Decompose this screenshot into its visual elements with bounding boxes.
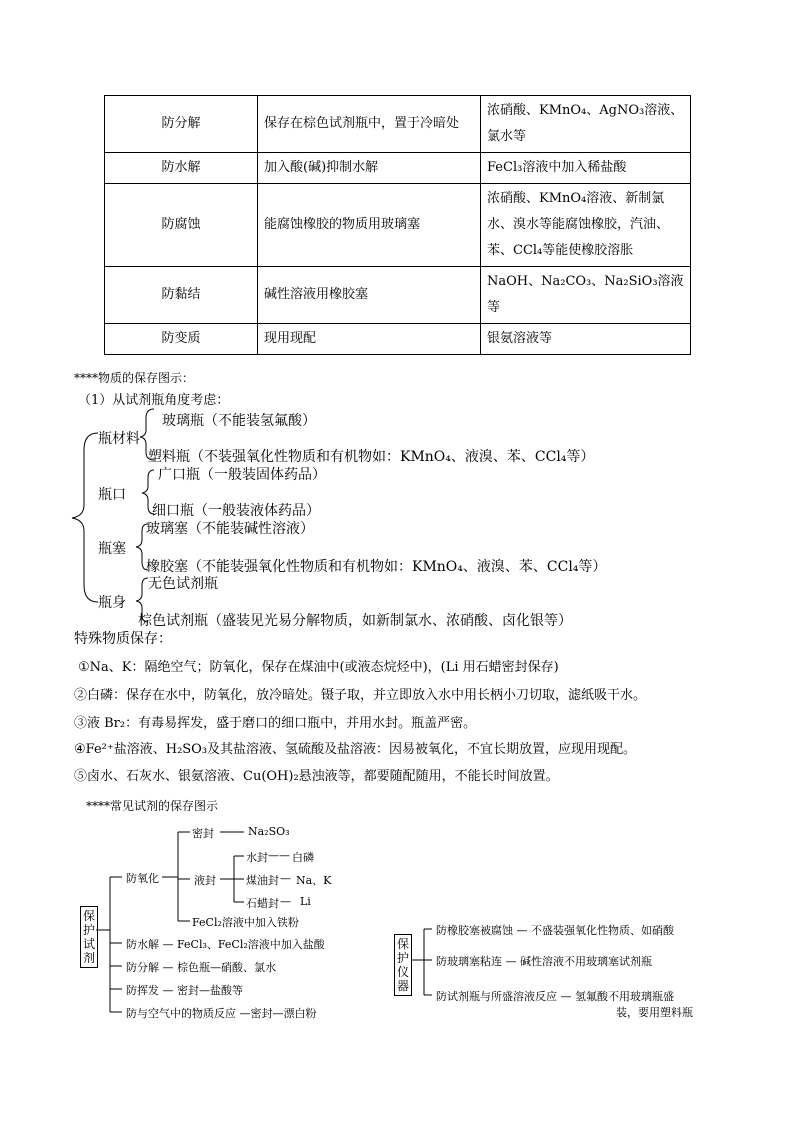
examples-cell: 银氨溶液等 xyxy=(481,324,691,355)
fecl2-text: FeCl₂溶液中加入铁粉 xyxy=(192,916,299,929)
paraffin-seal-dash: — xyxy=(280,895,291,908)
method-cell: 防黏结 xyxy=(105,267,258,324)
special-item: ④Fe²⁺盐溶液、H₂SO₃及其盐溶液、氢硫酸及盐溶液：因易被氧化，不宜长期放置，应现用现配。 xyxy=(74,742,637,757)
method-cell: 防分解 xyxy=(105,96,258,153)
protect-reagent-box: 保护试剂 xyxy=(80,906,98,968)
glass-stopper-text: 玻璃塞（不能装碱性溶液） xyxy=(146,521,314,537)
storage-heading: ****物质的保存图示： xyxy=(74,371,195,385)
decomposition-text: 防分解 — 棕色瓶—硝酸、氯水 xyxy=(126,961,276,974)
method-cell: 防水解 xyxy=(105,153,258,184)
seal-label: 密封 xyxy=(192,827,214,840)
storage-subheading: （1）从试剂瓶角度考虑： xyxy=(78,393,230,408)
special-item: ⑤卤水、石灰水、银氨溶液、Cu(OH)₂悬浊液等，都要随配随用，不能长时间放置。 xyxy=(74,769,559,784)
method-cell: 防腐蚀 xyxy=(105,184,258,267)
examples-cell: 浓硝酸、KMnO₄、AgNO₃溶液、氯水等 xyxy=(481,96,691,153)
special-heading: 特殊物质保存： xyxy=(74,631,172,647)
liquid-seal-label: 液封 xyxy=(194,874,216,887)
examples-cell: 浓硝酸、KMnO₄溶液、新制氯水、溴水等能腐蚀橡胶，汽油、苯、CCl₄等能使橡胶溶胀 xyxy=(481,184,691,267)
kerosene-seal-label: 煤油封 xyxy=(246,874,279,887)
examples-cell: NaOH、Na₂CO₃、Na₂SiO₃溶液等 xyxy=(481,267,691,324)
paraffin-seal-label: 石蜡封 xyxy=(246,897,279,910)
paraffin-seal-item: Li xyxy=(300,895,311,908)
water-seal-label: 水封 xyxy=(246,851,268,864)
clear-bottle-text: 无色试剂瓶 xyxy=(148,576,218,592)
kerosene-seal-item: Na、K xyxy=(296,874,332,887)
how-cell: 加入酸(碱)抑制水解 xyxy=(258,153,481,184)
bottle-reaction-text-2: 装，要用塑料瓶 xyxy=(616,1006,693,1019)
rubber-stopper-text: 橡胶塞（不能装强氧化性物质和有机物如：KMnO₄、液溴、苯、CCl₄等） xyxy=(146,559,607,575)
brown-bottle-text: 棕色试剂瓶（盛装见光易分解物质，如新制氯水、浓硝酸、卤化银等） xyxy=(138,613,572,629)
oxidation-label: 防氧化 xyxy=(126,872,159,885)
how-cell: 保存在棕色试剂瓶中，置于冷暗处 xyxy=(258,96,481,153)
narrow-mouth-text: 细口瓶（一般装液体药品） xyxy=(152,503,320,519)
examples-cell: FeCl₃溶液中加入稀盐酸 xyxy=(481,153,691,184)
how-cell: 碱性溶液用橡胶塞 xyxy=(258,267,481,324)
hydrolysis-text: 防水解 — FeCl₃、FeCl₂溶液中加入盐酸 xyxy=(126,938,325,951)
protect-instrument-box: 保护仪器 xyxy=(394,934,412,996)
special-item: ②白磷：保存在水中，防氧化，放冷暗处。镊子取，并立即放入水中用长柄小刀切取，滤纸吸干水。 xyxy=(74,688,647,703)
plastic-bottle-text: 塑料瓶（不装强氧化性物质和有机物如：KMnO₄、液溴、苯、CCl₄等） xyxy=(148,449,595,465)
special-item: ③液 Br₂：有毒易挥发，盛于磨口的细口瓶中，并用水封。瓶盖严密。 xyxy=(74,716,477,731)
wide-mouth-text: 广口瓶（一般装固体药品） xyxy=(158,467,326,483)
water-seal-item: 白磷 xyxy=(292,851,314,864)
bottle-body-label: 瓶身 xyxy=(98,595,126,611)
rubber-corrosion-text: 防橡胶塞被腐蚀 — 不盛装强氧化性物质、如硝酸 xyxy=(436,924,674,937)
diagram-heading: ****常见试剂的保存图示 xyxy=(86,799,219,813)
special-item: ①Na、K：隔绝空气；防氧化，保存在煤油中(或液态烷烃中)，(Li 用石蜡密封保存) xyxy=(78,660,559,675)
water-seal-dash: —— xyxy=(268,849,290,862)
air-reaction-text: 防与空气中的物质反应 —密封—漂白粉 xyxy=(126,1007,317,1020)
how-cell: 现用现配 xyxy=(258,324,481,355)
seal-item: Na₂SO₃ xyxy=(248,825,290,838)
volatile-text: 防挥发 — 密封—盐酸等 xyxy=(126,984,243,997)
bottle-material-label: 瓶材料 xyxy=(98,431,140,447)
bottle-mouth-label: 瓶口 xyxy=(98,487,126,503)
glass-bottle-text: 玻璃瓶（不能装氢氟酸） xyxy=(162,413,316,429)
bottle-reaction-text: 防试剂瓶与所盛溶液反应 — 氢氟酸不用玻璃瓶盛 xyxy=(436,990,674,1003)
kerosene-seal-dash: — xyxy=(280,872,291,885)
glass-stopper-stick-text: 防玻璃塞粘连 — 碱性溶液不用玻璃塞试剂瓶 xyxy=(436,955,652,968)
how-cell: 能腐蚀橡胶的物质用玻璃塞 xyxy=(258,184,481,267)
stopper-label: 瓶塞 xyxy=(98,541,126,557)
method-cell: 防变质 xyxy=(105,324,258,355)
